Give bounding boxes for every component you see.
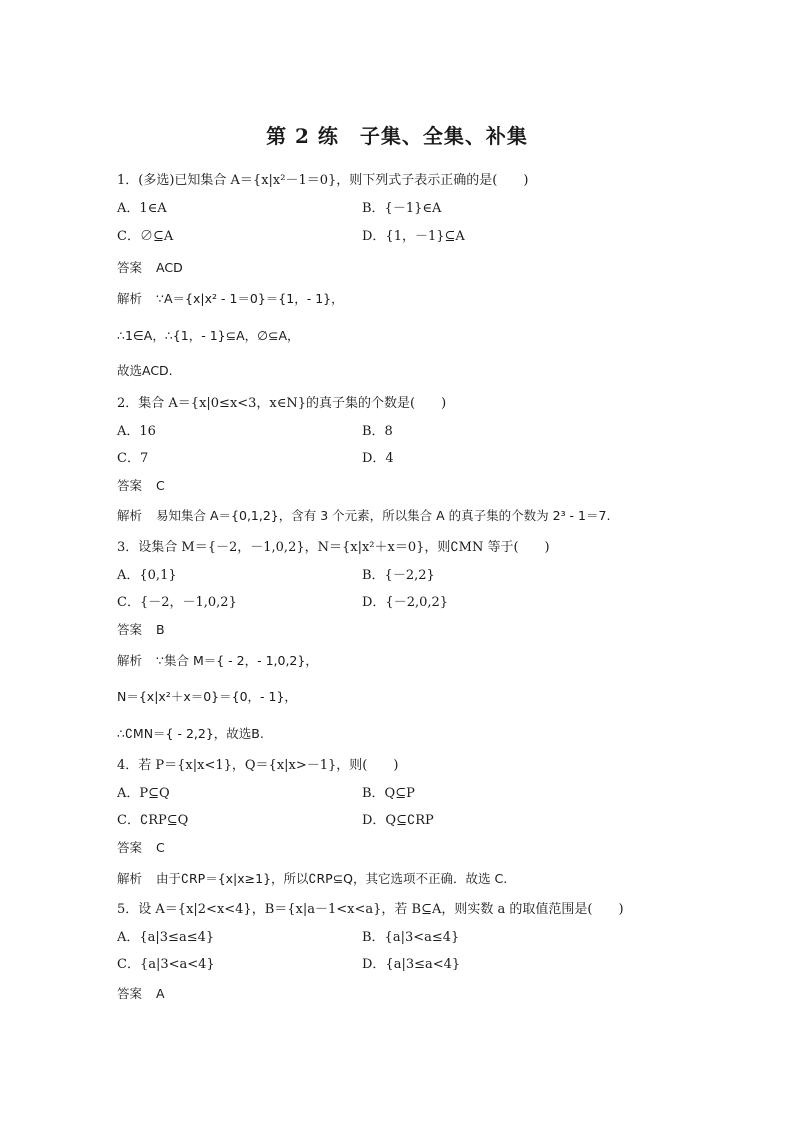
answer-label: 答案: [117, 260, 143, 275]
q3-analysis-line-3: ∴∁MN＝{ - 2,2}，故选B.: [117, 726, 264, 741]
q4-answer: [117, 839, 165, 857]
analysis-text: 由于∁RP＝{x|x≥1}，所以∁RP⊆Q，其它选项不正确．故选 C.: [156, 871, 508, 886]
analysis-text: ∵A＝{x|x² - 1＝0}＝{1，- 1}，: [156, 291, 344, 306]
q2-option-a: A．16: [117, 424, 156, 439]
q2-analysis-line-1: [117, 507, 610, 525]
q5-option-b: B．{a|3<a≤4}: [362, 930, 460, 945]
page-title: 第 2 练 子集、全集、补集: [266, 124, 528, 148]
q1-answer: [117, 259, 183, 277]
q3-answer: [117, 621, 165, 639]
q1-stem: 1．(多选)已知集合 A＝{x|x²－1＝0}，则下列式子表示正确的是( ): [117, 173, 529, 188]
q3-stem: 3．设集合 M＝{－2，－1,0,2}，N＝{x|x²＋x＝0}，则∁MN 等于( ): [117, 540, 550, 555]
q5-option-d: D．{a|3≤a<4}: [362, 957, 461, 972]
answer-label: 答案: [117, 840, 143, 855]
answer-label: 答案: [117, 986, 143, 1001]
q2-stem: 2．集合 A＝{x|0≤x<3，x∈N}的真子集的个数是( ): [117, 396, 447, 411]
answer-label: 答案: [117, 478, 143, 493]
q3-option-d: D．{－2,0,2}: [362, 595, 449, 610]
q4-option-a: A．P⊆Q: [117, 786, 170, 801]
q3-option-a: A．{0,1}: [117, 568, 177, 583]
q2-option-b: B．8: [362, 424, 393, 439]
q4-stem: 4．若 P＝{x|x<1}，Q＝{x|x>－1}，则( ): [117, 758, 399, 773]
q4-option-c: C．∁RP⊆Q: [117, 813, 189, 828]
q1-option-b: B．{－1}∈A: [362, 201, 442, 216]
q2-option-c: C．7: [117, 451, 149, 466]
q1-option-c: C．∅⊆A: [117, 229, 174, 244]
analysis-text: 易知集合 A＝{0,1,2}，含有 3 个元素，所以集合 A 的真子集的个数为 2³ - 1＝7.: [156, 508, 611, 523]
analysis-label: 解析: [117, 508, 143, 523]
q1-analysis-line-2: ∴1∈A，∴{1，- 1}⊆A，∅⊆A，: [117, 328, 300, 343]
answer-value: ACD: [156, 260, 183, 275]
analysis-label: 解析: [117, 291, 143, 306]
answer-value: A: [156, 986, 165, 1001]
q2-option-d: D．4: [362, 451, 394, 466]
q5-option-c: C．{a|3<a<4}: [117, 957, 215, 972]
q1-analysis-line-1: [117, 290, 344, 308]
q4-option-d: D．Q⊆∁RP: [362, 813, 434, 828]
analysis-label: 解析: [117, 653, 143, 668]
analysis-label: 解析: [117, 871, 143, 886]
q2-answer: [117, 477, 165, 495]
answer-value: C: [156, 478, 165, 493]
q1-option-d: D．{1，－1}⊆A: [362, 229, 465, 244]
q5-answer: [117, 985, 165, 1003]
answer-label: 答案: [117, 622, 143, 637]
q5-option-a: A．{a|3≤a≤4}: [117, 930, 215, 945]
q3-option-c: C．{－2，－1,0,2}: [117, 595, 237, 610]
answer-value: B: [156, 622, 165, 637]
answer-value: C: [156, 840, 165, 855]
q4-analysis-line-1: [117, 870, 507, 888]
analysis-text: ∵集合 M＝{ - 2，- 1,0,2}，: [156, 653, 318, 668]
q3-analysis-line-1: [117, 652, 318, 670]
q1-analysis-line-3: 故选ACD.: [117, 363, 173, 378]
q4-option-b: B．Q⊆P: [362, 786, 415, 801]
q3-analysis-line-2: N＝{x|x²＋x＝0}＝{0，- 1}，: [117, 689, 297, 704]
q5-stem: 5．设 A＝{x|2<x<4}，B＝{x|a－1<x<a}，若 B⊆A，则实数 a 的取值范围是( ): [117, 902, 624, 917]
q3-option-b: B．{－2,2}: [362, 568, 435, 583]
q1-option-a: A．1∈A: [117, 201, 167, 216]
